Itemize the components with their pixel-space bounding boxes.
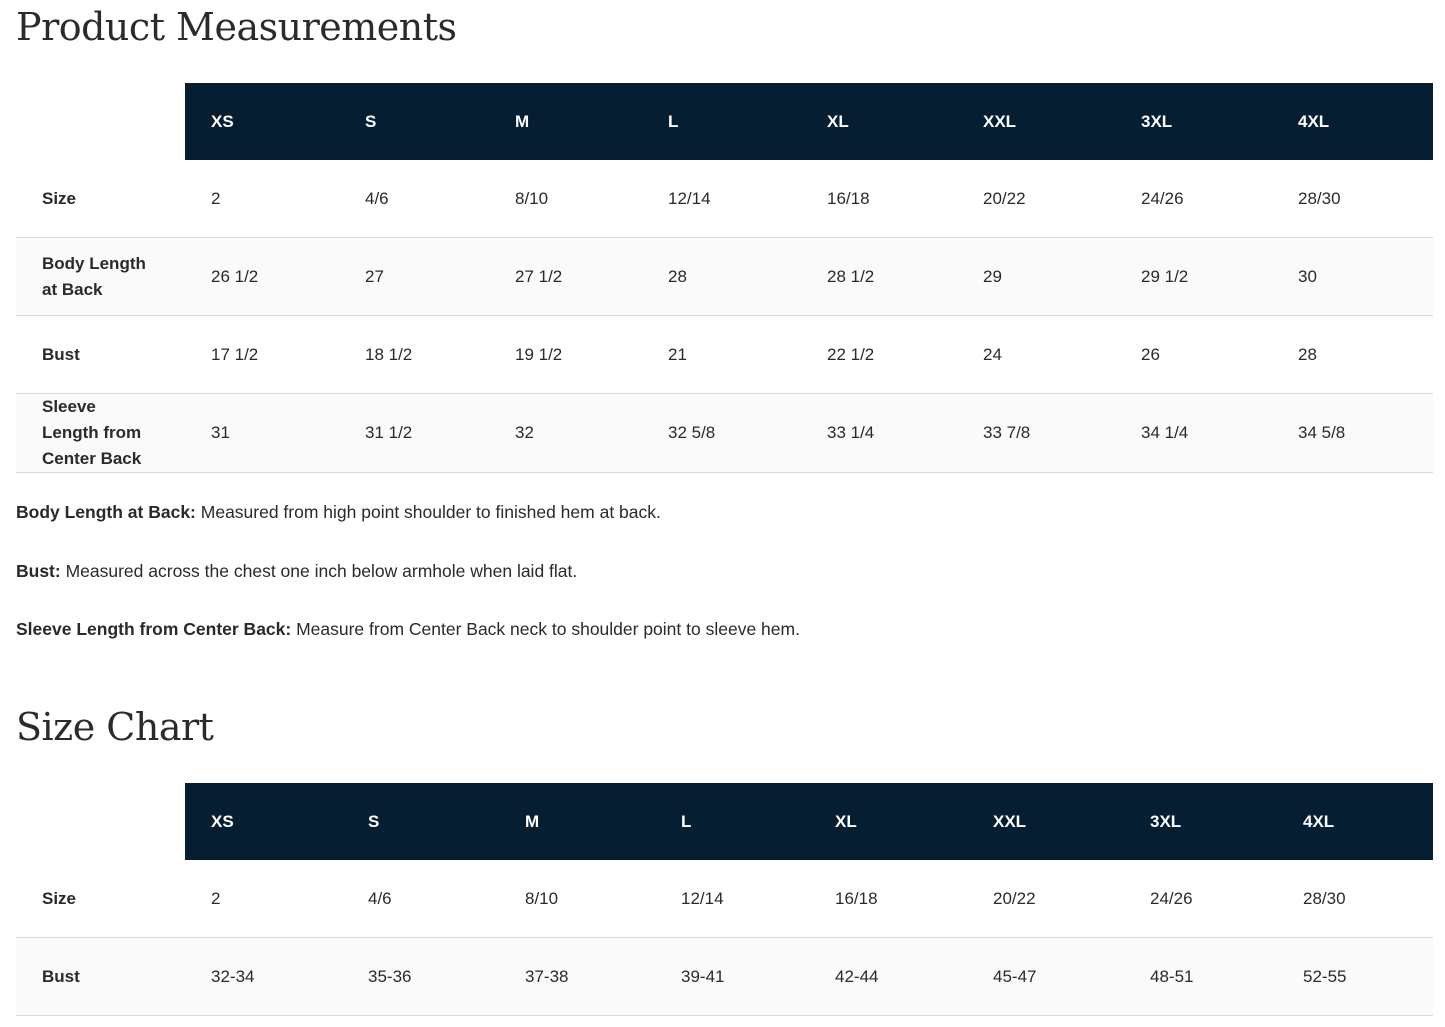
size-header-m: M (499, 783, 655, 860)
table-cell: 16/18 (809, 860, 967, 938)
table-cell: 34 5/8 (1272, 394, 1433, 473)
table-cell: 16/18 (801, 160, 957, 238)
note-term: Bust: (16, 560, 61, 581)
table-cell: 19 1/2 (489, 316, 642, 394)
table-cell: 52-55 (1277, 938, 1433, 1016)
size-header-l: L (655, 783, 809, 860)
table-cell: 37-38 (499, 938, 655, 1016)
table-cell: 33 7/8 (957, 394, 1115, 473)
size-chart-title: Size Chart (16, 705, 214, 749)
table-cell: 27 (339, 238, 489, 316)
table-cell: 22 1/2 (801, 316, 957, 394)
table-cell: 39-41 (655, 938, 809, 1016)
table-cell: 34 1/4 (1115, 394, 1272, 473)
table-cell: 21 (642, 316, 801, 394)
size-header-xs: XS (185, 83, 339, 160)
note-sleeve-length (16, 615, 1433, 674)
corner-cell (16, 783, 185, 860)
table-cell: 48-51 (1124, 938, 1277, 1016)
size-header-s: S (339, 83, 489, 160)
row-label: Bust (16, 316, 185, 394)
row-label-text: Body Length at Back (42, 253, 146, 299)
table-cell: 20/22 (967, 860, 1124, 938)
row-label-text: Sleeve Length from Center Back (42, 397, 142, 468)
note-bust (16, 557, 1433, 616)
row-label (16, 394, 185, 473)
size-header-row (16, 83, 1433, 160)
table-cell: 32-34 (185, 938, 342, 1016)
size-header-s: S (342, 783, 499, 860)
note-text: Measured from high point shoulder to finished hem at back. (195, 502, 661, 522)
table-cell: 2 (185, 860, 342, 938)
table-cell: 26 1/2 (185, 238, 339, 316)
note-term: Body Length at Back: (16, 502, 196, 522)
product-measurements-title: Product Measurements (16, 5, 457, 49)
size-header-xs: XS (185, 783, 342, 860)
table-cell: 42-44 (809, 938, 967, 1016)
note-term: Sleeve Length from Center Back: (16, 619, 292, 639)
table-cell: 24/26 (1124, 860, 1277, 938)
table-cell: 8/10 (499, 860, 655, 938)
table-cell: 20/22 (957, 160, 1115, 238)
table-cell: 2 (185, 160, 339, 238)
table-cell: 28 (1272, 316, 1433, 394)
table-cell: 24/26 (1115, 160, 1272, 238)
size-header-xl: XL (809, 783, 967, 860)
table-cell: 32 (489, 394, 642, 473)
table-cell: 4/6 (342, 860, 499, 938)
table-row (16, 316, 1433, 394)
row-label: Size (16, 160, 185, 238)
table-row (16, 238, 1433, 316)
row-label (16, 238, 185, 316)
table-cell: 8/10 (489, 160, 642, 238)
note-body-length (16, 498, 1433, 557)
size-header-4xl: 4XL (1272, 83, 1433, 160)
table-cell: 29 1/2 (1115, 238, 1272, 316)
size-header-xl: XL (801, 83, 957, 160)
table-cell: 31 (185, 394, 339, 473)
corner-cell (16, 83, 185, 160)
table-cell: 17 1/2 (185, 316, 339, 394)
note-text: Measure from Center Back neck to shoulder point to sleeve hem. (291, 619, 800, 639)
note-text: Measured across the chest one inch below armhole when laid flat. (60, 560, 578, 581)
table-cell: 31 1/2 (339, 394, 489, 473)
measurement-notes (16, 498, 1433, 674)
table-row (16, 394, 1433, 473)
table-cell: 12/14 (642, 160, 801, 238)
size-header-4xl: 4XL (1277, 783, 1433, 860)
table-row (16, 160, 1433, 238)
size-header-m: M (489, 83, 642, 160)
product-measurements-table (16, 83, 1433, 473)
table-cell: 12/14 (655, 860, 809, 938)
size-header-xxl: XXL (967, 783, 1124, 860)
table-cell: 28/30 (1277, 860, 1433, 938)
size-header-l: L (642, 83, 801, 160)
table-cell: 33 1/4 (801, 394, 957, 473)
table-cell: 4/6 (339, 160, 489, 238)
size-header-3xl: 3XL (1124, 783, 1277, 860)
size-header-3xl: 3XL (1115, 83, 1272, 160)
table-row (16, 860, 1433, 938)
table-row (16, 938, 1433, 1016)
size-chart-table (16, 783, 1433, 1016)
table-cell: 24 (957, 316, 1115, 394)
size-header-row (16, 783, 1433, 860)
table-cell: 18 1/2 (339, 316, 489, 394)
table-cell: 26 (1115, 316, 1272, 394)
table-cell: 27 1/2 (489, 238, 642, 316)
table-cell: 32 5/8 (642, 394, 801, 473)
table-cell: 29 (957, 238, 1115, 316)
size-header-xxl: XXL (957, 83, 1115, 160)
table-cell: 35-36 (342, 938, 499, 1016)
table-cell: 28 1/2 (801, 238, 957, 316)
table-cell: 30 (1272, 238, 1433, 316)
row-label: Size (16, 860, 185, 938)
table-cell: 28/30 (1272, 160, 1433, 238)
table-cell: 28 (642, 238, 801, 316)
row-label: Bust (16, 938, 185, 1016)
table-cell: 45-47 (967, 938, 1124, 1016)
